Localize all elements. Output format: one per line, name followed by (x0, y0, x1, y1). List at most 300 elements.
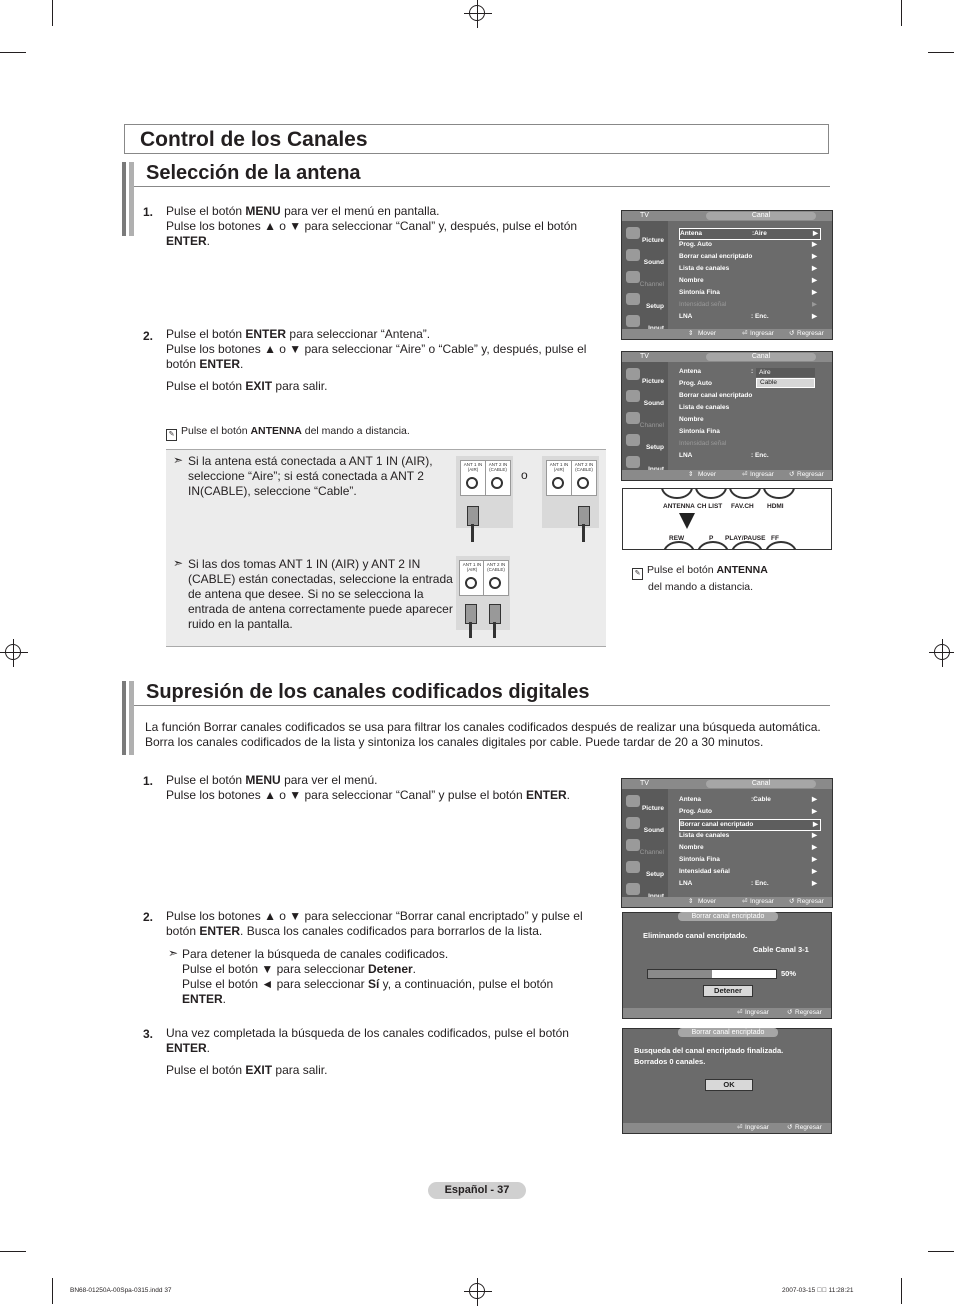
arrow-right-icon: ▶ (812, 844, 817, 851)
port-ring (552, 477, 564, 489)
section-title: Supresión de los canales codificados digitales (146, 681, 590, 703)
picture-icon (626, 368, 640, 380)
text: para salir. (272, 379, 328, 393)
key-name: MENU (245, 773, 281, 787)
sound-icon (626, 817, 640, 829)
port-label: ANT 2 IN (CABLE) (574, 462, 594, 472)
row-label: Prog. Auto (679, 808, 712, 815)
row-label: Intensidad señal (679, 301, 727, 308)
hint-label: Ingresar (750, 898, 774, 905)
cable-plug (489, 604, 501, 624)
arrow-right-icon: ▶ (812, 313, 817, 320)
button-label: PLAY/PAUSE (725, 535, 766, 542)
return-icon: ↺ (789, 898, 795, 905)
setup-icon (626, 434, 640, 446)
page-number: Español - 37 (428, 1182, 526, 1199)
text: Pulse los botones ▲ o ▼ para seleccionar “Canal” y pulse el botón (166, 788, 526, 802)
key-name: ENTER (166, 1041, 207, 1055)
input-icon (626, 456, 640, 468)
row-label: Borrar canal encriptado (680, 821, 754, 828)
cable-plug (467, 506, 479, 526)
row-label: Prog. Auto (679, 241, 712, 248)
menu-row[interactable] (679, 867, 819, 877)
chlist-button (695, 488, 727, 499)
text: Pulse el botón (181, 425, 251, 437)
cable (493, 622, 496, 638)
menu-row[interactable] (679, 807, 819, 817)
dialog-message: Eliminando canal encriptado. (643, 931, 748, 940)
hint-label: Mover (698, 898, 717, 905)
arrow-right-icon: ▶ (812, 856, 817, 863)
key-name: ENTER (199, 357, 241, 371)
menu-sidebar (622, 221, 668, 329)
ant2-port (483, 560, 509, 596)
menu-row[interactable] (679, 252, 819, 262)
sound-icon (626, 390, 640, 402)
return-icon: ↺ (787, 1009, 793, 1016)
menu-item-picture[interactable] (624, 225, 666, 245)
step-number: 1. (143, 774, 154, 788)
menu-item-setup[interactable] (624, 859, 666, 879)
heading-bar-tail (129, 208, 134, 236)
menu-row-borrar[interactable] (679, 819, 821, 831)
menu-row[interactable] (679, 403, 819, 413)
footer-timestamp: 2007-03-15 ￿￿ 11:28:21 (782, 1287, 854, 1294)
text: . Busca los canales codificados para borrarlos de la lista. (240, 924, 543, 938)
arrow-right-icon: ▶ (812, 880, 817, 887)
favch-button (729, 488, 761, 499)
row-label: Lista de canales (679, 832, 730, 839)
text: Una vez completada la búsqueda de los canales codificados, pulse el botón (166, 1026, 569, 1040)
text: Borrados 0 canales. (634, 1057, 706, 1066)
menu-item-sound[interactable] (624, 247, 666, 267)
tv-menu-canal (621, 778, 833, 908)
key-name: MENU (245, 204, 281, 218)
menu-footer (622, 329, 832, 339)
hdmi-button (763, 488, 795, 499)
hint-label: Regresar (795, 1124, 822, 1131)
port-ring (466, 477, 478, 489)
row-label: Nombre (679, 844, 704, 851)
row-label: Sintonía Fina (679, 428, 720, 435)
tip-text: Si las dos tomas ANT 1 IN (AIR) y ANT 2 IN (CABLE) están conectadas, seleccione la entrada de antena que desee. Si no se selecciona la entrada de antena correctamente puede aparecer ruido en la pantalla. (188, 557, 453, 631)
progress-percent: 50% (781, 969, 797, 978)
enter-icon: ⏎ (737, 1124, 743, 1131)
menu-label: Picture (641, 378, 664, 385)
cable-plug (465, 604, 477, 624)
text: . (240, 357, 244, 371)
step-text (166, 204, 596, 249)
step-number: 1. (143, 205, 154, 219)
menu-row[interactable] (679, 276, 819, 286)
text: . (206, 234, 211, 248)
menu-footer (622, 470, 832, 480)
return-icon: ↺ (789, 471, 795, 478)
section-heading-antena (122, 162, 830, 208)
port-label: ANT 1 IN (AIR) (463, 462, 483, 472)
row-label: Lista de canales (679, 404, 730, 411)
menu-row[interactable] (679, 879, 819, 889)
text: Pulse los botones ▲ o ▼ para seleccionar “Borrar canal encriptado” y pulse el botón (166, 909, 583, 938)
input-icon (626, 315, 640, 327)
heading-bar-tail (122, 727, 126, 755)
menu-row[interactable] (679, 451, 819, 461)
heading-bar-tail (129, 727, 134, 755)
enter-icon: ⏎ (737, 1009, 743, 1016)
menu-item-channel[interactable] (624, 269, 666, 289)
return-icon: ↺ (789, 330, 795, 337)
antenna-option-cable[interactable]: Cable (756, 378, 815, 388)
row-label: Antena (679, 796, 702, 803)
text: Para detener la búsqueda de canales codificados. (182, 947, 449, 961)
divider (134, 186, 830, 187)
text: Pulse los botones ▲ o ▼ para seleccionar “Canal” y, después, pulse el botón (166, 219, 578, 233)
cable (469, 622, 472, 638)
text: . (412, 962, 417, 976)
tv-menu-canal-popup (621, 351, 833, 481)
menu-label: Setup (645, 444, 664, 451)
footer-file: BN68-01250A-00Spa-0315.indd 37 (70, 1287, 172, 1294)
enter-icon: ⏎ (742, 898, 748, 905)
text: para ver el menú en pantalla. (280, 204, 440, 218)
menu-item-picture[interactable] (624, 793, 666, 813)
menu-row[interactable] (679, 427, 819, 437)
remote-note (632, 563, 768, 595)
menu-label: Setup (645, 871, 664, 878)
play-button (731, 541, 763, 550)
move-icon: ⇕ (688, 471, 694, 478)
dialog-message (634, 1045, 783, 1067)
text: Pulse el botón (166, 204, 246, 218)
dialog-title: Borrar canal encriptado (678, 912, 778, 921)
menu-title: Canal (706, 780, 816, 788)
text: Pulse el botón (166, 773, 246, 787)
arrow-right-icon: ▶ (813, 230, 818, 237)
dialog-progress (622, 912, 832, 1019)
menu-sidebar (622, 789, 668, 897)
menu-label: Picture (641, 805, 664, 812)
menu-item-sound[interactable] (624, 388, 666, 408)
step-number: 3. (143, 1027, 154, 1041)
picture-icon (626, 795, 640, 807)
text: para seleccionar “Antena”. (286, 327, 431, 341)
or-label: o (521, 468, 528, 482)
key-name: ENTER (245, 327, 287, 341)
heading-bar-tail (122, 208, 126, 236)
registration-mark-icon (469, 1283, 485, 1299)
setup-icon (626, 293, 640, 305)
menu-sidebar (622, 362, 668, 470)
crop-mark (0, 1251, 26, 1252)
hint-label: Regresar (795, 1009, 822, 1016)
menu-item-channel[interactable] (624, 410, 666, 430)
row-label: Nombre (679, 416, 704, 423)
text: . (566, 788, 570, 802)
row-value: : Enc. (751, 452, 769, 459)
text: del mando a distancia. (301, 425, 410, 437)
menu-label: Sound (643, 259, 664, 266)
heading-bar (129, 162, 134, 208)
row-label: Antena (679, 368, 702, 375)
button-label: HDMI (767, 503, 784, 510)
antenna-connector-diagram (456, 456, 513, 528)
port-ring (465, 577, 477, 589)
arrow-right-icon: ▶ (812, 289, 817, 296)
crop-mark (901, 1278, 902, 1304)
menu-row[interactable] (679, 439, 819, 449)
menu-row[interactable] (679, 831, 819, 841)
menu-title: Canal (706, 212, 816, 220)
channel-icon (626, 271, 640, 283)
menu-row-antena[interactable] (679, 795, 819, 805)
progress-fill (648, 970, 712, 978)
menu-row[interactable] (679, 264, 819, 274)
ff-button (765, 541, 797, 550)
sound-icon (626, 249, 640, 261)
dialog-footer (623, 1123, 831, 1133)
button-label: FF (771, 535, 779, 542)
text: Pulse el botón (166, 1063, 246, 1077)
menu-row[interactable] (679, 288, 819, 298)
arrow-right-icon: ▶ (812, 253, 817, 260)
detener-button[interactable]: Detener (703, 985, 753, 997)
ok-button[interactable]: OK (705, 1079, 753, 1091)
row-label: LNA (679, 313, 693, 320)
antenna-button (661, 488, 693, 499)
row-label: Prog. Auto (679, 380, 712, 387)
button-label: FAV.CH (731, 503, 754, 510)
text: y, a continuación, pulse el botón (379, 977, 554, 991)
menu-item-setup[interactable] (624, 291, 666, 311)
key-name: Detener (367, 962, 413, 976)
menu-row[interactable] (679, 415, 819, 425)
port-ring (489, 577, 501, 589)
note (166, 425, 410, 441)
text: Busqueda del canal encriptado finalizada. (634, 1046, 784, 1055)
hint-label: Regresar (797, 471, 824, 478)
row-label: Antena (680, 230, 703, 237)
channel-label: Cable Canal 3-1 (753, 945, 809, 954)
picture-icon (626, 227, 640, 239)
menu-item-picture[interactable] (624, 366, 666, 386)
step-number: 2. (143, 329, 154, 343)
heading-bar (129, 681, 134, 727)
divider (134, 705, 830, 706)
crop-mark (901, 0, 902, 26)
menu-label: Channel (639, 422, 664, 429)
section-title: Selección de la antena (146, 162, 361, 184)
tip-text: Si la antena está conectada a ANT 1 IN (AIR), seleccione “Aire”; si está conectada a ANT 2 IN(CABLE), seleccione “Cable”. (188, 454, 433, 498)
row-label: Intensidad señal (679, 440, 727, 447)
menu-item-channel[interactable] (624, 837, 666, 857)
intro-text: La función Borrar canales codificados se usa para filtrar los canales codificados después de realizar una búsqueda automática. Borra los canales codificados de la lista y sintoniza los canales digitales por cable. Puede tardar de 20 a 30 minutos. (145, 720, 821, 749)
row-value: : (751, 368, 754, 375)
row-label: Borrar canal encriptado (679, 392, 753, 399)
text: Pulse el botón (166, 379, 246, 393)
tv-label: TV (640, 353, 649, 360)
channel-icon (626, 412, 640, 424)
key-name: EXIT (245, 1063, 273, 1077)
progress-bar (647, 969, 777, 979)
hint-label: Mover (698, 330, 717, 337)
menu-item-setup[interactable] (624, 432, 666, 452)
port-label: ANT 1 IN (AIR) (549, 462, 569, 472)
crop-mark (0, 52, 26, 53)
port-ring (491, 477, 503, 489)
text: Pulse los botones ▲ o ▼ para seleccionar “Aire” o “Cable” y, después, pulse el botón (166, 342, 587, 371)
crop-mark (928, 1251, 954, 1252)
arrow-right-icon: ▶ (812, 868, 817, 875)
registration-mark-icon (934, 644, 950, 660)
menu-footer (622, 897, 832, 907)
dialog-complete (622, 1028, 832, 1134)
text: Pulse el botón (647, 564, 717, 576)
menu-label: Channel (639, 281, 664, 288)
menu-label: Sound (643, 827, 664, 834)
enter-icon: ⏎ (742, 471, 748, 478)
hint-label: Regresar (797, 898, 824, 905)
button-label: P (709, 535, 714, 542)
text: del mando a distancia. (648, 581, 754, 593)
menu-label: Setup (645, 303, 664, 310)
arrow-right-icon: ▶ (812, 277, 817, 284)
menu-header (622, 211, 832, 221)
text: Pulse el botón (166, 327, 246, 341)
ant2-port (485, 460, 511, 496)
arrow-right-icon: ▶ (812, 241, 817, 248)
row-label: Lista de canales (679, 265, 730, 272)
text: Pulse el botón ▼ para seleccionar (182, 962, 368, 976)
arrow-right-icon: ▶ (812, 265, 817, 272)
input-icon (626, 883, 640, 895)
text: para salir. (272, 1063, 328, 1077)
cable (471, 524, 474, 542)
ant2-port (571, 460, 597, 496)
key-name: ANTENNA (250, 425, 302, 437)
remote-control-image (622, 488, 832, 550)
tv-label: TV (640, 212, 649, 219)
text: Pulse el botón ◄ para seleccionar (182, 977, 368, 991)
menu-row[interactable] (679, 312, 819, 322)
key-name: ENTER (525, 788, 567, 802)
step-text (166, 1026, 596, 1078)
tip-text (182, 947, 592, 1007)
channel-icon (626, 839, 640, 851)
tip-arrow-icon: ➣ (173, 453, 184, 467)
ant1-port (460, 460, 486, 496)
menu-row[interactable] (679, 379, 819, 389)
button-label: CH LIST (697, 503, 723, 510)
menu-label: Sound (643, 400, 664, 407)
menu-row[interactable] (679, 391, 819, 401)
row-value: : Enc. (751, 880, 769, 887)
key-name: ENTER (166, 234, 207, 248)
text: . (206, 1041, 211, 1055)
cable-plug (578, 506, 590, 526)
step-text (166, 773, 596, 803)
crop-mark (52, 1278, 53, 1304)
step-number: 2. (143, 910, 154, 924)
menu-header (622, 779, 832, 789)
step-text (166, 909, 596, 939)
dialog-title: Borrar canal encriptado (678, 1028, 778, 1037)
antenna-connector-diagram (542, 456, 599, 528)
ant1-port (459, 560, 485, 596)
key-name: Sí (367, 977, 380, 991)
ant1-port (546, 460, 572, 496)
note-icon: ✎ (166, 429, 177, 441)
rew-button (663, 541, 695, 550)
menu-row[interactable] (679, 300, 819, 310)
tv-label: TV (640, 780, 649, 787)
text: . (222, 992, 227, 1006)
port-label: ANT 2 IN (CABLE) (488, 462, 508, 472)
row-value: : Enc. (751, 313, 769, 320)
menu-row[interactable] (679, 843, 819, 853)
row-label: LNA (679, 452, 693, 459)
heading-bar (122, 681, 126, 727)
menu-row[interactable] (679, 240, 819, 250)
hint-label: Ingresar (750, 330, 774, 337)
key-name: ANTENNA (716, 564, 768, 576)
row-value: :Aire (752, 230, 767, 237)
tip-arrow-icon: ➣ (168, 946, 179, 960)
page-title: Control de los Canales (124, 124, 829, 154)
menu-row[interactable] (679, 855, 819, 865)
crop-mark (928, 52, 954, 53)
row-label: Sintonía Fina (679, 289, 720, 296)
stop-button (697, 541, 729, 550)
enter-icon: ⏎ (742, 330, 748, 337)
crop-mark (52, 0, 53, 26)
port-label: ANT 1 IN (AIR) (462, 562, 482, 572)
tip-arrow-icon: ➣ (173, 556, 184, 570)
button-label: ANTENNA (663, 503, 695, 510)
text: para ver el menú. (280, 773, 378, 787)
tv-menu-canal (621, 210, 833, 340)
hint-label: Ingresar (745, 1009, 769, 1016)
pointer-arrow-icon (679, 513, 695, 529)
key-name: EXIT (245, 379, 273, 393)
port-ring (577, 477, 589, 489)
menu-row-antena[interactable] (679, 228, 821, 240)
hint-label: Regresar (797, 330, 824, 337)
port-label: ANT 2 IN (CABLE) (486, 562, 506, 572)
hint-label: Ingresar (745, 1124, 769, 1131)
antenna-option-aire[interactable]: Aire (756, 368, 815, 377)
arrow-right-icon: ▶ (812, 301, 817, 308)
step-text (166, 327, 596, 394)
row-label: LNA (679, 880, 693, 887)
registration-mark-icon (469, 5, 485, 21)
note-icon: ✎ (632, 568, 643, 580)
move-icon: ⇕ (688, 330, 694, 337)
row-label: Borrar canal encriptado (679, 253, 753, 260)
menu-header (622, 352, 832, 362)
row-label: Sintonía Fina (679, 856, 720, 863)
heading-bar (122, 162, 126, 208)
arrow-right-icon: ▶ (813, 821, 818, 828)
menu-label: Channel (639, 849, 664, 856)
registration-mark-icon (5, 644, 21, 660)
row-value: :Cable (751, 796, 771, 803)
button-label: REW (669, 535, 685, 542)
arrow-right-icon: ▶ (812, 808, 817, 815)
menu-item-sound[interactable] (624, 815, 666, 835)
return-icon: ↺ (787, 1124, 793, 1131)
move-icon: ⇕ (688, 898, 694, 905)
dialog-footer (623, 1008, 831, 1018)
